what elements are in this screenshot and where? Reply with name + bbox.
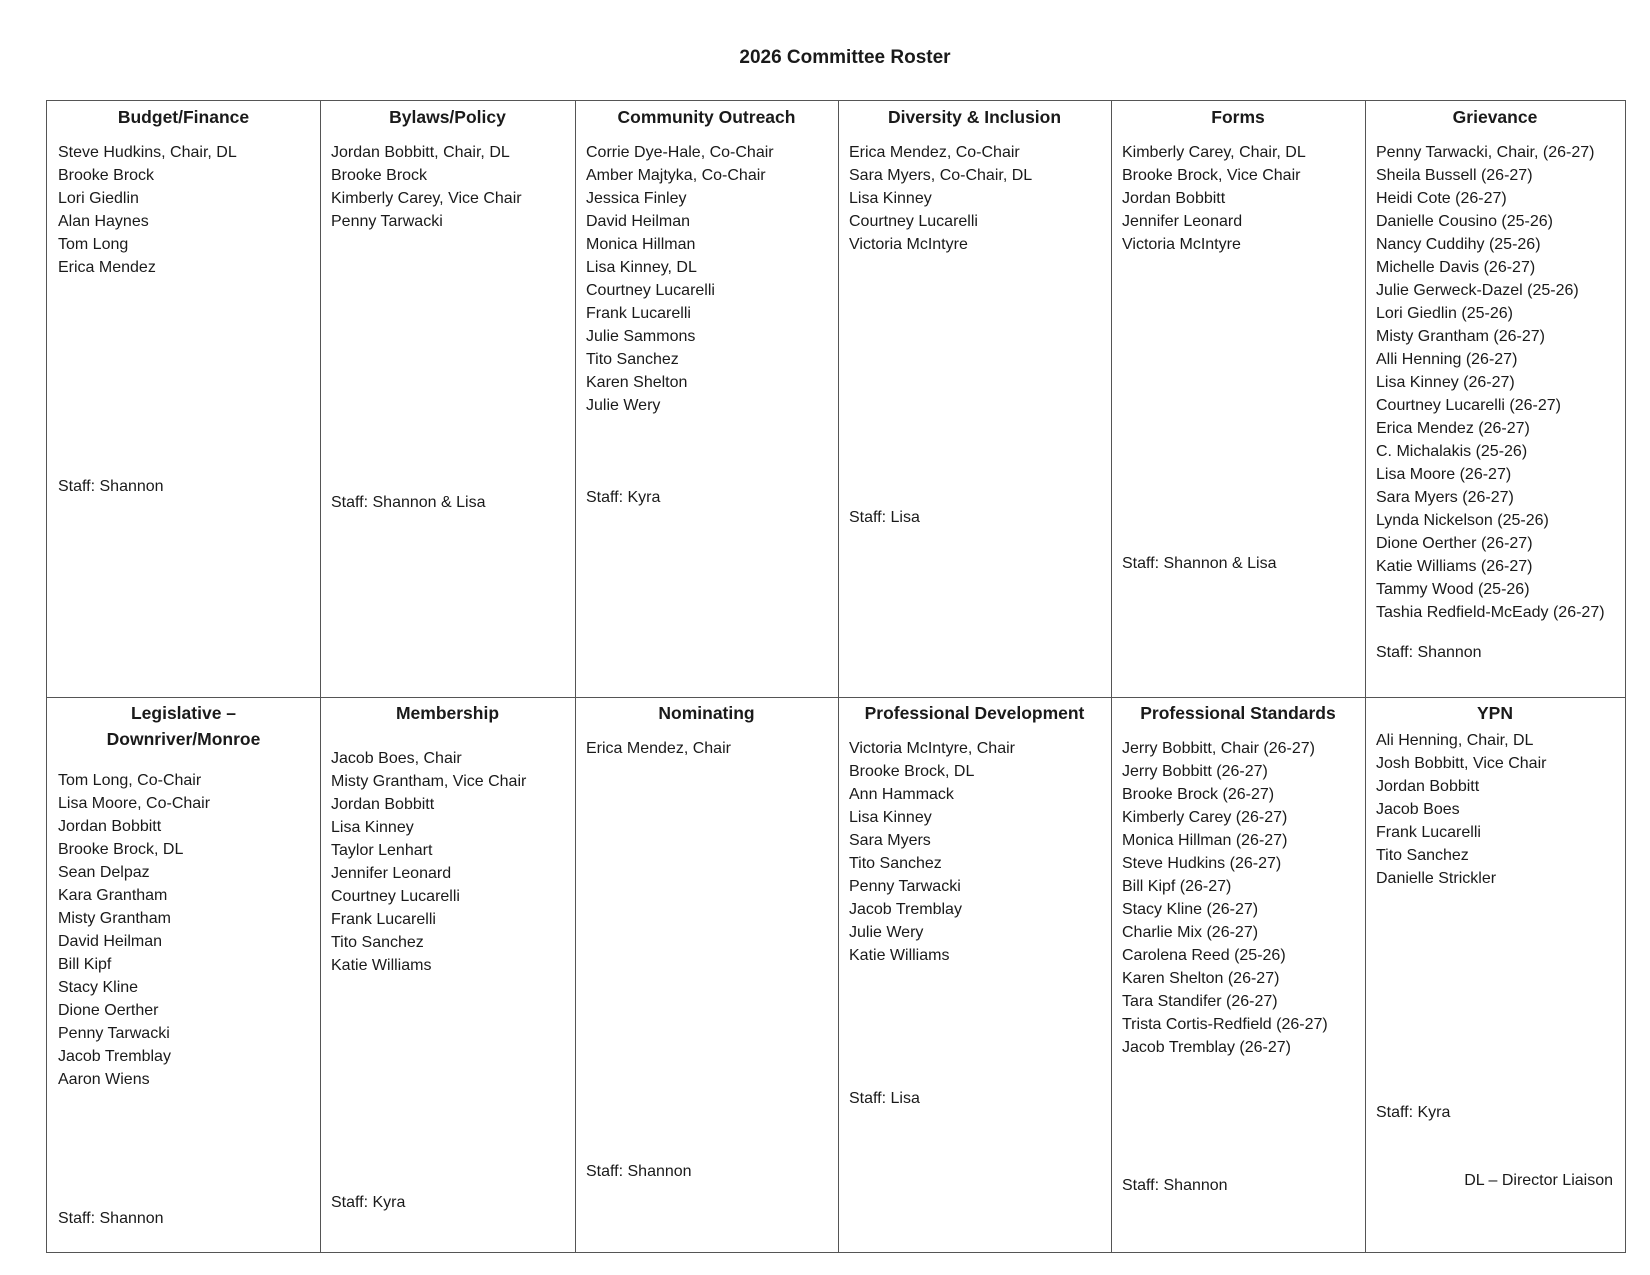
member-item: Taylor Lenhart [331, 842, 433, 859]
staff-label: Staff: Shannon [586, 1163, 692, 1180]
committee-name: Nominating [658, 703, 755, 723]
member-item: Kimberly Carey (26-27) [1122, 809, 1288, 826]
member-item: Jennifer Leonard [1122, 213, 1243, 230]
committee-name [47, 700, 320, 752]
member-item: Brooke Brock [331, 167, 428, 184]
member-item: Erica Mendez, Chair [586, 740, 731, 757]
member-item: Monica Hillman [586, 236, 696, 253]
member-item: Frank Lucarelli [1376, 824, 1481, 841]
member-item: Victoria McIntyre [1122, 236, 1241, 253]
member-item: Sara Myers [849, 832, 931, 849]
committee-name: Diversity & Inclusion [887, 107, 1062, 127]
member-list [1376, 729, 1546, 890]
staff-label: Staff: Shannon [58, 1210, 164, 1227]
member-item: Josh Bobbitt, Vice Chair [1376, 755, 1547, 772]
member-item: Tara Standifer (26-27) [1122, 993, 1278, 1010]
committee-name: Membership [395, 703, 500, 723]
member-item: Jennifer Leonard [331, 865, 452, 882]
member-item: Jordan Bobbitt [1122, 190, 1226, 207]
member-item: Aaron Wiens [58, 1071, 150, 1088]
committee-cell-forms [1111, 101, 1365, 697]
member-item: Brooke Brock [58, 167, 155, 184]
committee-cell-membership [320, 697, 575, 1252]
member-item: C. Michalakis (25-26) [1376, 443, 1528, 460]
page-title: 2026 Committee Roster [739, 47, 951, 68]
member-item: Misty Grantham [58, 910, 171, 927]
member-item: Lisa Moore, Co-Chair [58, 795, 211, 812]
member-item: Steve Hudkins (26-27) [1122, 855, 1282, 872]
staff-label: Staff: Shannon [58, 478, 164, 495]
member-item: Jacob Boes [1376, 801, 1460, 818]
committee-cell-nominating [575, 697, 838, 1252]
committee-name: Community Outreach [617, 107, 796, 127]
member-item: Erica Mendez, Co-Chair [849, 144, 1020, 161]
member-item: Misty Grantham (26-27) [1376, 328, 1545, 345]
member-item: Bill Kipf (26-27) [1122, 878, 1232, 895]
committee-cell-grievance [1365, 101, 1625, 697]
member-item: Jerry Bobbitt (26-27) [1122, 763, 1268, 780]
member-item: Tito Sanchez [1376, 847, 1469, 864]
member-item: Danielle Strickler [1376, 870, 1497, 887]
staff-label: Staff: Shannon [1122, 1177, 1228, 1194]
member-item: Julie Sammons [586, 328, 696, 345]
member-item: Steve Hudkins, Chair, DL [58, 144, 237, 161]
committee-name: Grievance [1452, 107, 1538, 127]
member-item: Katie Williams [331, 957, 432, 974]
committee-name: Professional Development [864, 703, 1085, 723]
member-item: Jacob Boes, Chair [331, 750, 462, 767]
member-list [849, 737, 1015, 967]
member-item: Danielle Cousino (25-26) [1376, 213, 1553, 230]
member-item: Tito Sanchez [586, 351, 679, 368]
member-item: Corrie Dye-Hale, Co-Chair [586, 144, 774, 161]
member-item: Ali Henning, Chair, DL [1376, 732, 1534, 749]
member-list [331, 141, 522, 233]
committee-name: Professional Standards [1140, 703, 1336, 723]
member-list [331, 747, 526, 977]
member-item: Lisa Kinney (26-27) [1376, 374, 1515, 391]
member-item: Victoria McIntyre, Chair [849, 740, 1015, 757]
member-list [1122, 141, 1306, 256]
member-item: Ann Hammack [849, 786, 954, 803]
staff-label: Staff: Lisa [849, 509, 920, 526]
member-item: Julie Gerweck-Dazel (25-26) [1376, 282, 1579, 299]
member-item: Trista Cortis-Redfield (26-27) [1122, 1016, 1328, 1033]
member-item: Lynda Nickelson (25-26) [1376, 512, 1549, 529]
member-item: Tito Sanchez [849, 855, 942, 872]
member-item: Lori Giedlin [58, 190, 139, 207]
committee-cell-diversity-inclusion [838, 101, 1111, 697]
staff-label: Staff: Kyra [331, 1194, 406, 1211]
member-item: Courtney Lucarelli [586, 282, 715, 299]
committee-cell-legislative-downriver-monroe [47, 697, 320, 1252]
member-item: Jacob Tremblay [849, 901, 962, 918]
member-item: Monica Hillman (26-27) [1122, 832, 1288, 849]
staff-label: Staff: Shannon [1376, 644, 1482, 661]
member-item: David Heilman [586, 213, 691, 230]
member-item: Jordan Bobbitt [331, 796, 435, 813]
committee-name-line1: Legislative – [130, 703, 237, 723]
member-item: Dione Oerther (26-27) [1376, 535, 1533, 552]
member-item: Courtney Lucarelli [849, 213, 978, 230]
member-item: Heidi Cote (26-27) [1376, 190, 1507, 207]
committee-cell-professional-development [838, 697, 1111, 1252]
member-item: Courtney Lucarelli (26-27) [1376, 397, 1561, 414]
member-list [586, 141, 774, 417]
member-item: Carolena Reed (25-26) [1122, 947, 1286, 964]
member-item: Jacob Tremblay [58, 1048, 171, 1065]
member-item: Brooke Brock (26-27) [1122, 786, 1275, 803]
member-item: Kimberly Carey, Chair, DL [1122, 144, 1306, 161]
member-list [586, 737, 731, 760]
member-item: Jessica Finley [586, 190, 687, 207]
committee-name: Budget/Finance [117, 107, 250, 127]
member-item: David Heilman [58, 933, 163, 950]
member-item: Kara Grantham [58, 887, 168, 904]
committee-name: Bylaws/Policy [389, 107, 506, 127]
member-list [1122, 737, 1328, 1059]
member-list [58, 141, 237, 279]
member-item: Sara Myers, Co-Chair, DL [849, 167, 1033, 184]
member-item: Erica Mendez [58, 259, 156, 276]
committee-name: YPN [1477, 703, 1513, 723]
member-item: Lisa Kinney [849, 809, 932, 826]
member-item: Penny Tarwacki, Chair, (26-27) [1376, 144, 1595, 161]
member-item: Tammy Wood (25-26) [1376, 581, 1530, 598]
member-item: Sean Delpaz [58, 864, 150, 881]
member-item: Jerry Bobbitt, Chair (26-27) [1122, 740, 1315, 757]
member-item: Dione Oerther [58, 1002, 159, 1019]
committee-name: Forms [1211, 107, 1265, 127]
member-item: Sara Myers (26-27) [1376, 489, 1514, 506]
member-item: Jordan Bobbitt [1376, 778, 1480, 795]
member-item: Tito Sanchez [331, 934, 424, 951]
staff-label: Staff: Shannon & Lisa [331, 494, 486, 511]
member-item: Brooke Brock, DL [58, 841, 184, 858]
committee-cell-bylaws-policy [320, 101, 575, 697]
committee-cell-budget-finance [47, 101, 320, 697]
member-item: Victoria McIntyre [849, 236, 968, 253]
member-item: Charlie Mix (26-27) [1122, 924, 1259, 941]
roster-table [46, 100, 1626, 1253]
member-item: Katie Williams [849, 947, 950, 964]
member-item: Stacy Kline (26-27) [1122, 901, 1259, 918]
member-item: Frank Lucarelli [586, 305, 691, 322]
legend-note: DL – Director Liaison [1464, 1172, 1613, 1189]
committee-cell-community-outreach [575, 101, 838, 697]
member-item: Nancy Cuddihy (25-26) [1376, 236, 1541, 253]
member-item: Kimberly Carey, Vice Chair [331, 190, 522, 207]
member-item: Jordan Bobbitt, Chair, DL [331, 144, 510, 161]
member-item: Erica Mendez (26-27) [1376, 420, 1530, 437]
member-item: Lisa Kinney, DL [586, 259, 697, 276]
member-item: Penny Tarwacki [58, 1025, 170, 1042]
member-item: Frank Lucarelli [331, 911, 436, 928]
member-item: Karen Shelton [586, 374, 688, 391]
member-item: Stacy Kline [58, 979, 139, 996]
staff-label: Staff: Lisa [849, 1090, 920, 1107]
member-item: Courtney Lucarelli [331, 888, 460, 905]
member-list [849, 141, 1032, 256]
member-list [58, 769, 210, 1091]
member-item: Penny Tarwacki [331, 213, 443, 230]
member-item: Tom Long, Co-Chair [58, 772, 202, 789]
member-item: Brooke Brock, DL [849, 763, 975, 780]
committee-name-line2: Downriver/Monroe [106, 729, 261, 749]
member-item: Amber Majtyka, Co-Chair [586, 167, 766, 184]
member-list [1376, 141, 1605, 624]
staff-label: Staff: Kyra [586, 489, 661, 506]
member-item: Michelle Davis (26-27) [1376, 259, 1536, 276]
member-item: Lisa Moore (26-27) [1376, 466, 1512, 483]
member-item: Alan Haynes [58, 213, 149, 230]
member-item: Julie Wery [586, 397, 661, 414]
member-item: Misty Grantham, Vice Chair [331, 773, 527, 790]
member-item: Lori Giedlin (25-26) [1376, 305, 1513, 322]
member-item: Sheila Bussell (26-27) [1376, 167, 1533, 184]
member-item: Tom Long [58, 236, 129, 253]
staff-label: Staff: Shannon & Lisa [1122, 555, 1277, 572]
member-item: Bill Kipf [58, 956, 112, 973]
member-item: Lisa Kinney [849, 190, 932, 207]
member-item: Lisa Kinney [331, 819, 414, 836]
member-item: Penny Tarwacki [849, 878, 961, 895]
member-item: Tashia Redfield-McEady (26-27) [1376, 604, 1605, 621]
member-item: Julie Wery [849, 924, 924, 941]
member-item: Katie Williams (26-27) [1376, 558, 1533, 575]
staff-label: Staff: Kyra [1376, 1104, 1451, 1121]
member-item: Jordan Bobbitt [58, 818, 162, 835]
member-item: Karen Shelton (26-27) [1122, 970, 1280, 987]
member-item: Brooke Brock, Vice Chair [1122, 167, 1301, 184]
member-item: Alli Henning (26-27) [1376, 351, 1518, 368]
member-item: Jacob Tremblay (26-27) [1122, 1039, 1291, 1056]
committee-cell-professional-standards [1111, 697, 1365, 1252]
committee-cell-ypn [1365, 697, 1625, 1252]
